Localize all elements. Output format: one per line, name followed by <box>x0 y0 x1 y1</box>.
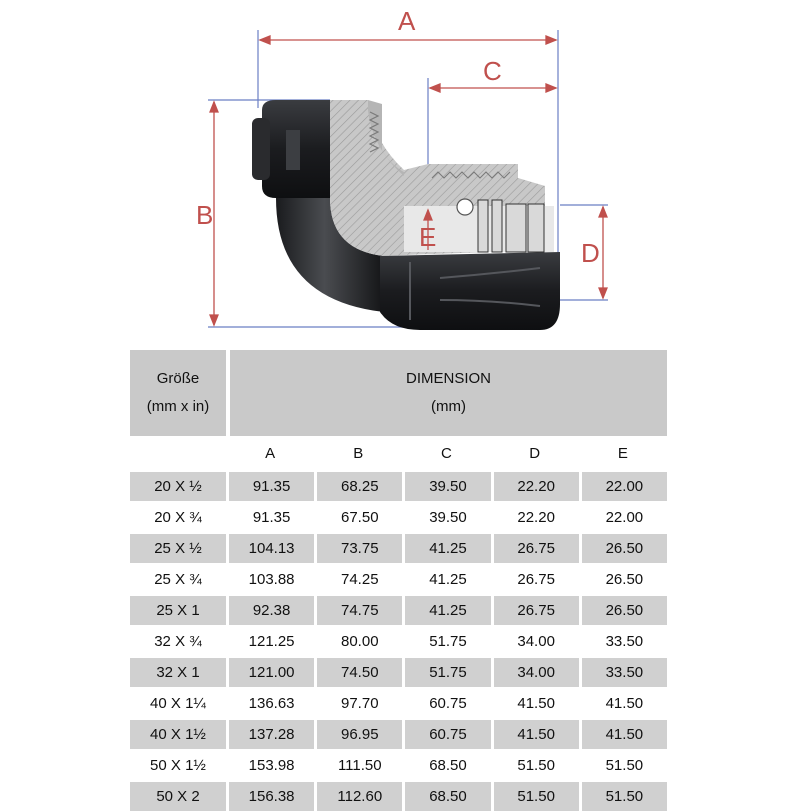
size-cell: 40 X 1¼ <box>130 687 226 718</box>
dimension-cell: 33.50 <box>579 625 667 656</box>
dimension-cell: 51.50 <box>579 780 667 811</box>
dimension-cell: 136.63 <box>226 687 314 718</box>
table-row <box>130 687 667 718</box>
column-letter: A <box>226 436 314 470</box>
dimension-cell: 156.38 <box>226 780 314 811</box>
dimension-cell: 33.50 <box>579 656 667 687</box>
dimension-cell: 41.50 <box>579 687 667 718</box>
size-cell: 50 X 2 <box>130 780 226 811</box>
table-row <box>130 780 667 811</box>
label-b: B <box>196 200 214 230</box>
elbow-fitting-drawing <box>0 0 800 345</box>
table-row <box>130 470 667 501</box>
dimension-header-title: DIMENSION <box>405 370 491 387</box>
dimension-cell: 74.75 <box>314 594 402 625</box>
column-letter: D <box>491 436 579 470</box>
dimension-cell: 41.25 <box>402 563 490 594</box>
dimension-header <box>226 350 667 436</box>
dimension-cell: 68.50 <box>402 780 490 811</box>
dimension-table <box>130 350 667 811</box>
column-letter: B <box>314 436 402 470</box>
label-d: D <box>581 238 600 268</box>
size-cell: 25 X ½ <box>130 532 226 563</box>
dimension-cell: 137.28 <box>226 718 314 749</box>
table-row <box>130 625 667 656</box>
dimension-cell: 51.50 <box>491 749 579 780</box>
dimension-cell: 51.50 <box>491 780 579 811</box>
dimension-cell: 73.75 <box>314 532 402 563</box>
size-cell: 25 X ¾ <box>130 563 226 594</box>
table-header-row <box>130 350 667 436</box>
table-row <box>130 656 667 687</box>
dimension-cell: 51.75 <box>402 625 490 656</box>
dimension-cell: 68.50 <box>402 749 490 780</box>
dimension-header-unit: (mm) <box>431 398 466 415</box>
dimension-cell: 67.50 <box>314 501 402 532</box>
label-a: A <box>398 6 416 36</box>
dimension-cell: 91.35 <box>226 501 314 532</box>
dimension-cell: 51.75 <box>402 656 490 687</box>
size-header-title: Größe <box>156 370 200 387</box>
dimension-cell: 22.20 <box>491 501 579 532</box>
size-cell: 50 X 1½ <box>130 749 226 780</box>
size-cell: 25 X 1 <box>130 594 226 625</box>
dimension-cell: 34.00 <box>491 625 579 656</box>
table-row <box>130 501 667 532</box>
dimension-cell: 74.25 <box>314 563 402 594</box>
size-cell: 32 X ¾ <box>130 625 226 656</box>
dimension-cell: 39.50 <box>402 470 490 501</box>
dimension-cell: 103.88 <box>226 563 314 594</box>
size-cell: 20 X ½ <box>130 470 226 501</box>
dimension-cell: 153.98 <box>226 749 314 780</box>
dimension-cell: 51.50 <box>579 749 667 780</box>
dimension-cell: 26.50 <box>579 594 667 625</box>
dimension-cell: 41.25 <box>402 594 490 625</box>
dimension-cell: 68.25 <box>314 470 402 501</box>
dimension-cell: 39.50 <box>402 501 490 532</box>
label-c: C <box>483 56 502 86</box>
column-letter-blank <box>130 436 226 470</box>
size-cell: 32 X 1 <box>130 656 226 687</box>
dimension-cell: 121.25 <box>226 625 314 656</box>
dimension-cell: 92.38 <box>226 594 314 625</box>
table-row <box>130 532 667 563</box>
dimension-cell: 26.75 <box>491 594 579 625</box>
dimension-cell: 34.00 <box>491 656 579 687</box>
table-row <box>130 563 667 594</box>
column-letter: C <box>402 436 490 470</box>
size-cell: 20 X ¾ <box>130 501 226 532</box>
dimension-cell: 22.00 <box>579 501 667 532</box>
dimension-cell: 74.50 <box>314 656 402 687</box>
dimension-cell: 26.75 <box>491 563 579 594</box>
dimension-cell: 41.25 <box>402 532 490 563</box>
table-row <box>130 718 667 749</box>
table-row <box>130 749 667 780</box>
dimension-cell: 111.50 <box>314 749 402 780</box>
dimension-cell: 91.35 <box>226 470 314 501</box>
dimension-cell: 41.50 <box>579 718 667 749</box>
fitting-body <box>252 100 560 330</box>
dimension-cell: 96.95 <box>314 718 402 749</box>
label-e: E <box>419 222 437 252</box>
dimension-cell: 26.50 <box>579 532 667 563</box>
dimension-cell: 97.70 <box>314 687 402 718</box>
dimension-cell: 26.50 <box>579 563 667 594</box>
size-header-unit: (mm x in) <box>146 398 210 415</box>
dimension-cell: 41.50 <box>491 718 579 749</box>
dimension-cell: 60.75 <box>402 718 490 749</box>
size-header <box>130 350 226 436</box>
dimension-cell: 41.50 <box>491 687 579 718</box>
dimension-cell: 26.75 <box>491 532 579 563</box>
dimension-cell: 112.60 <box>314 780 402 811</box>
dimension-cell: 22.20 <box>491 470 579 501</box>
dimension-cell: 104.13 <box>226 532 314 563</box>
dimension-cell: 121.00 <box>226 656 314 687</box>
dimension-cell: 80.00 <box>314 625 402 656</box>
dimension-cell: 60.75 <box>402 687 490 718</box>
table-row <box>130 594 667 625</box>
column-letter-row <box>130 436 667 470</box>
column-letter: E <box>579 436 667 470</box>
size-cell: 40 X 1½ <box>130 718 226 749</box>
dimension-cell: 22.00 <box>579 470 667 501</box>
